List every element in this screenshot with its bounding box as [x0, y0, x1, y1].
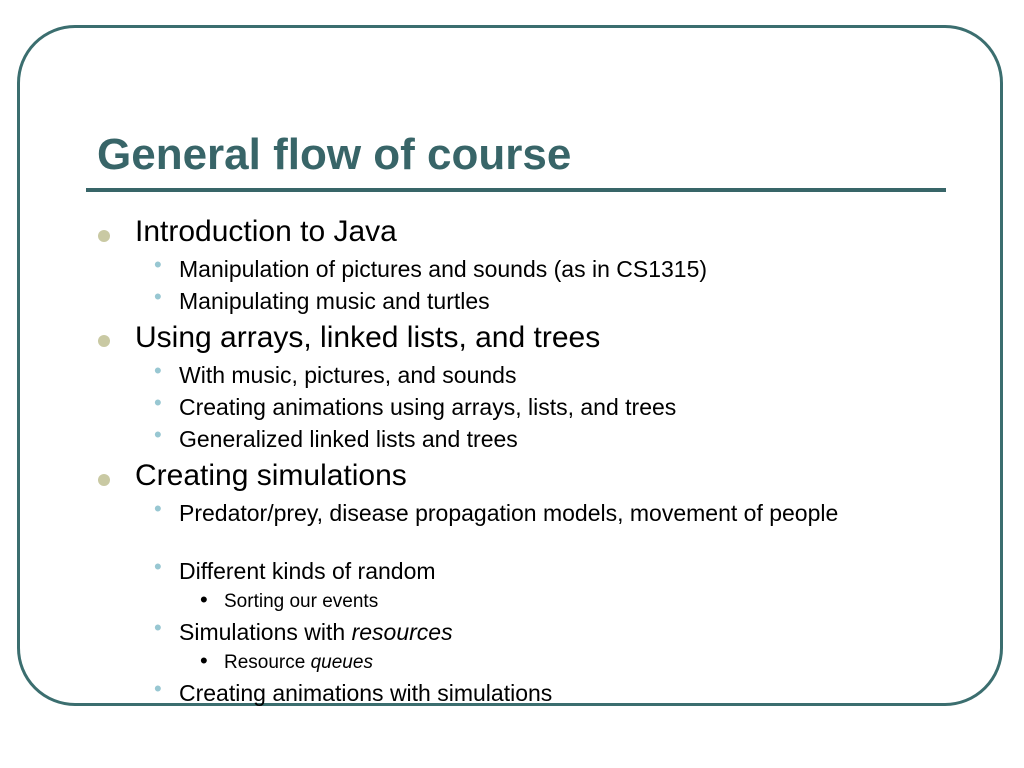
level2-bullet-icon: • [154, 496, 162, 521]
list-item: Different kinds of random [179, 558, 436, 584]
list-item: Predator/prey, disease propagation models, movement of people [179, 500, 839, 526]
section-heading: Using arrays, linked lists, and trees [135, 321, 601, 354]
level2-bullet-icon: • [154, 615, 162, 640]
list-item: Creating animations with simulations [179, 680, 553, 706]
section-heading: Creating simulations [135, 459, 407, 492]
level3-bullet-icon: • [200, 587, 208, 612]
list-subitem-label-prefix: Resource [224, 652, 311, 673]
list-item: Manipulation of pictures and sounds (as in CS1315) [179, 256, 708, 282]
level2-bullet-icon: • [154, 554, 162, 579]
level2-bullet-icon: • [154, 284, 162, 309]
level2-bullet-icon: • [154, 390, 162, 415]
level3-bullet-icon: • [200, 648, 208, 673]
level2-bullet-icon: • [154, 422, 162, 447]
slide-title: General flow of course [97, 130, 572, 179]
list-item: With music, pictures, and sounds [179, 362, 517, 388]
list-item-label-prefix: Simulations with [179, 619, 352, 645]
list-subitem-label-emphasis: queues [310, 652, 373, 673]
level2-bullet-icon: • [154, 676, 162, 701]
list-item-label-emphasis: resources [351, 619, 453, 645]
level2-bullet-icon: • [154, 358, 162, 383]
list-subitem [224, 651, 373, 674]
level1-bullet-icon [98, 335, 110, 347]
list-item: Manipulating music and turtles [179, 288, 490, 314]
level1-bullet-icon [98, 230, 110, 242]
list-item [179, 619, 453, 646]
list-subitem: Sorting our events [224, 591, 379, 612]
level2-bullet-icon: • [154, 252, 162, 277]
list-item: Generalized linked lists and trees [179, 426, 518, 452]
section-heading: Introduction to Java [135, 215, 397, 248]
level1-bullet-icon [98, 474, 110, 486]
list-item: Creating animations using arrays, lists, and trees [179, 394, 677, 420]
